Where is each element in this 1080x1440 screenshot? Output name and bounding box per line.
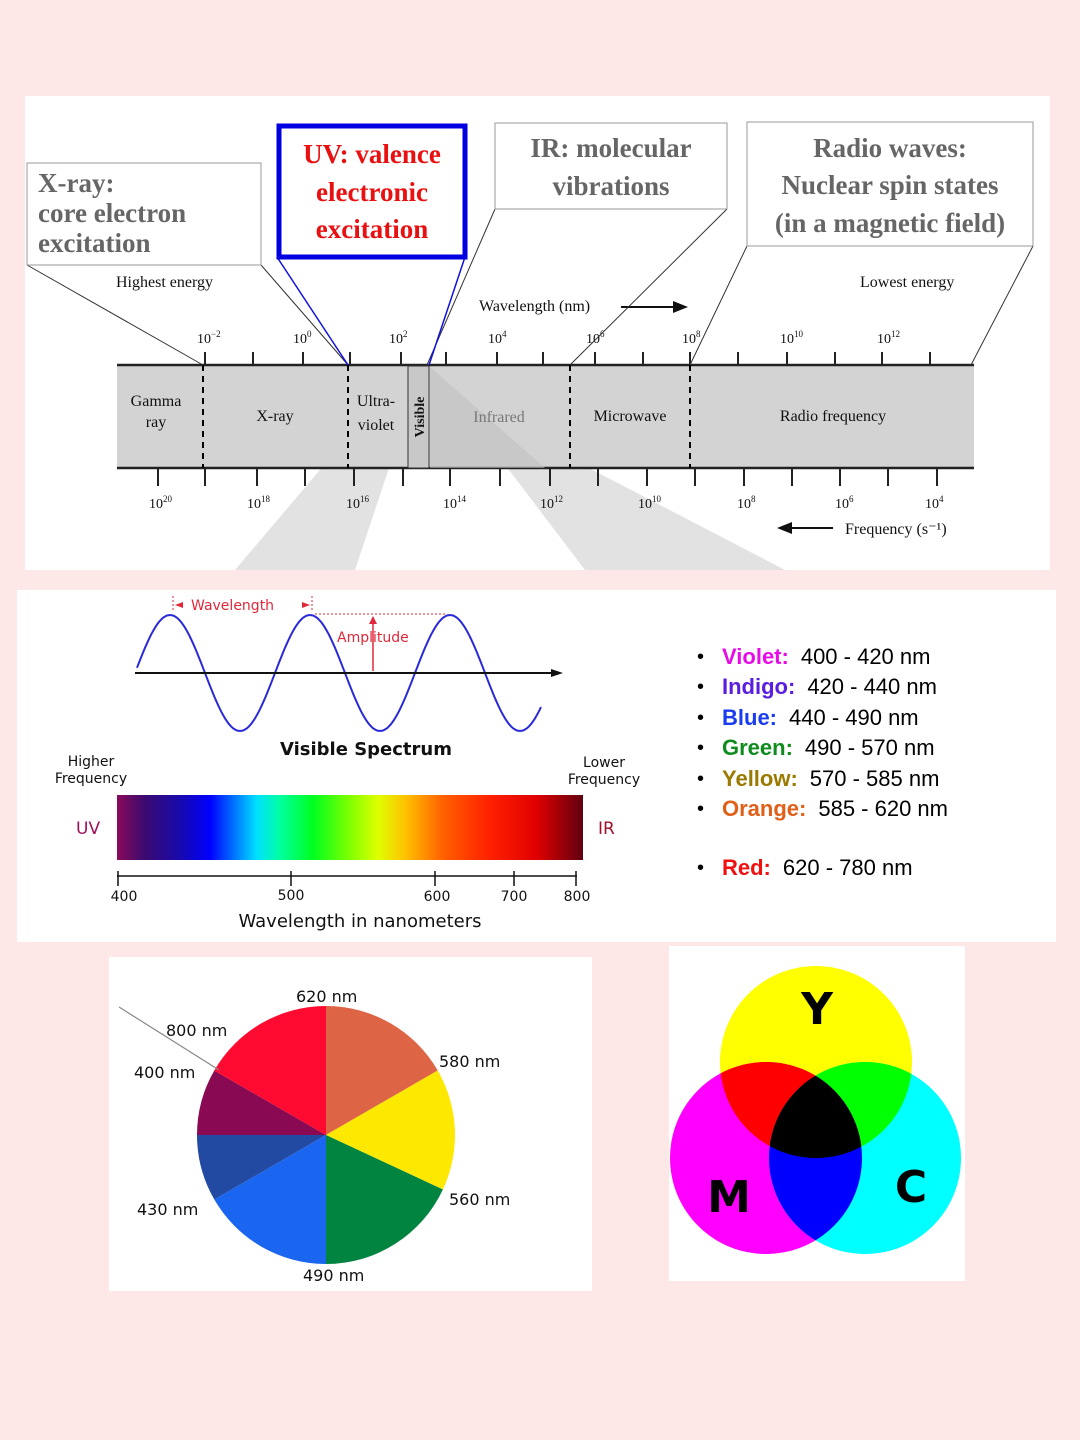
region-infrared: Infrared (473, 409, 525, 426)
ir-label: IR (598, 819, 615, 839)
c-label: C (894, 1162, 928, 1213)
wl-tick-label: $10^{-2}$ (197, 329, 221, 347)
nm-tick-labels (111, 888, 591, 905)
ir-callout-line: IR: molecular (530, 133, 692, 163)
radio-callout-line: Nuclear spin states (781, 170, 999, 200)
wavelength-marker-label: Wavelength (191, 598, 275, 614)
higher-frequency-label: Higher (67, 754, 115, 770)
color-range-item (697, 794, 948, 824)
nm-tick-label: 400 (110, 889, 138, 905)
wl-tick-label: $10^8$ (682, 329, 701, 347)
radio-callout-line: (in a magnetic field) (774, 208, 1006, 238)
ir-callout-line: vibrations (552, 171, 670, 201)
wheel-label-800: 800 nm (166, 1021, 228, 1040)
frequency-arrow-head (777, 522, 792, 534)
m-label: M (707, 1172, 751, 1223)
wheel-label-620: 620 nm (296, 987, 358, 1006)
wl-tick-label: $10^0$ (293, 329, 312, 347)
region-radio: Radio frequency (779, 408, 887, 425)
color-range-item (697, 642, 948, 672)
wl-tick-label: $10^2$ (389, 329, 408, 347)
visible-spectrum-title: Visible Spectrum (280, 739, 452, 760)
em-spectrum-panel (25, 96, 1050, 570)
wave-axis-arrow (551, 669, 563, 677)
uv-callout-line: excitation (315, 214, 429, 244)
visible-spectrum-panel (17, 590, 1056, 942)
color-range-item (697, 764, 948, 794)
nm-tick-label: 500 (277, 888, 305, 904)
wavelength-tick-labels (197, 329, 900, 347)
xray-callout-line: X-ray: (38, 168, 115, 198)
region-uv: violet (357, 417, 395, 434)
freq-tick-label: $10^{14}$ (443, 494, 466, 512)
cmy-venn-diagram (669, 946, 965, 1281)
wl-tick-label: $10^{12}$ (877, 329, 900, 347)
wavelength-axis-label: Wavelength (nm) (479, 298, 591, 315)
freq-tick-label: $10^8$ (737, 494, 756, 512)
color-name: Violet: (722, 644, 789, 669)
color-name: Yellow: (722, 765, 798, 791)
uv-callout-line: UV: valence (303, 139, 441, 169)
uv-callout-text (303, 139, 441, 244)
color-name: Orange: (722, 795, 807, 821)
freq-tick-label: $10^{16}$ (346, 494, 369, 512)
wheel-label-560: 560 nm (449, 1190, 511, 1209)
freq-tick-label: $10^4$ (925, 494, 944, 512)
color-wheel-diagram (109, 957, 592, 1291)
color-range: 400 - 420 nm (800, 644, 931, 669)
nm-axis-title: Wavelength in nanometers (238, 911, 482, 932)
xray-callout-line: excitation (38, 228, 151, 258)
color-range-item (697, 672, 948, 702)
wheel-label-430: 430 nm (137, 1200, 199, 1219)
wl-tick-label: $10^{10}$ (780, 329, 803, 347)
freq-tick-label: $10^{12}$ (540, 494, 563, 512)
color-range: 570 - 585 nm (809, 765, 940, 791)
color-range: 440 - 490 nm (789, 704, 919, 730)
color-range: 490 - 570 nm (804, 735, 935, 761)
freq-tick-label: $10^6$ (835, 494, 854, 512)
color-name: Green: (722, 735, 793, 761)
color-wheel (197, 1006, 455, 1264)
xray-callout-line: core electron (38, 198, 187, 228)
color-name: Indigo: (722, 674, 796, 700)
cmy-panel (669, 946, 965, 1281)
nm-tick-label: 700 (500, 889, 528, 905)
wavelength-arrow-head (673, 301, 688, 313)
frequency-tick-labels (149, 494, 944, 512)
freq-tick-label: $10^{10}$ (638, 494, 661, 512)
color-range-item (697, 733, 948, 763)
lowest-energy-label: Lowest energy (860, 274, 955, 291)
region-xray: X-ray (256, 408, 294, 425)
color-range: 585 - 620 nm (818, 795, 948, 821)
uv-callout-line: electronic (316, 177, 428, 207)
wavelength-ticks (205, 352, 930, 365)
color-range-item (697, 853, 948, 883)
em-spectrum-diagram (25, 96, 1050, 570)
freq-tick-label: $10^{20}$ (149, 494, 172, 512)
wl-tick-label: $10^4$ (488, 329, 507, 347)
lower-frequency-label: Frequency (567, 772, 641, 788)
wheel-label-490: 490 nm (303, 1266, 365, 1285)
amplitude-label: Amplitude (337, 630, 409, 646)
region-microwave: Microwave (593, 408, 667, 425)
color-name: Blue: (722, 704, 777, 730)
highest-energy-label: Highest energy (116, 274, 214, 291)
color-range: 620 - 780 nm (782, 855, 913, 881)
color-name: Red: (722, 855, 771, 881)
color-range: 420 - 440 nm (807, 674, 937, 700)
y-label: Y (801, 984, 833, 1035)
higher-frequency-label: Frequency (54, 771, 128, 787)
frequency-axis-label: Frequency (s⁻¹) (845, 521, 947, 538)
freq-tick-label: $10^{18}$ (247, 494, 270, 512)
visible-spectrum-bar (117, 795, 583, 860)
color-range-item (697, 703, 948, 733)
region-uv: Ultra- (356, 393, 396, 410)
wheel-label-400: 400 nm (134, 1063, 196, 1082)
nm-tick-label: 600 (423, 889, 451, 905)
wl-tick-label: $10^6$ (586, 329, 605, 347)
nm-axis (117, 871, 577, 886)
radio-callout-line: Radio waves: (813, 133, 967, 163)
region-visible: Visible (413, 396, 428, 438)
wheel-label-580: 580 nm (439, 1052, 501, 1071)
region-gamma: ray (145, 414, 167, 431)
uv-label: UV (76, 819, 101, 839)
lower-frequency-label: Lower (583, 755, 625, 771)
color-wheel-panel (109, 957, 592, 1291)
nm-tick-label: 800 (563, 889, 591, 905)
region-gamma: Gamma (130, 393, 182, 410)
uv-connectors (277, 257, 465, 365)
color-range-list (697, 642, 948, 884)
